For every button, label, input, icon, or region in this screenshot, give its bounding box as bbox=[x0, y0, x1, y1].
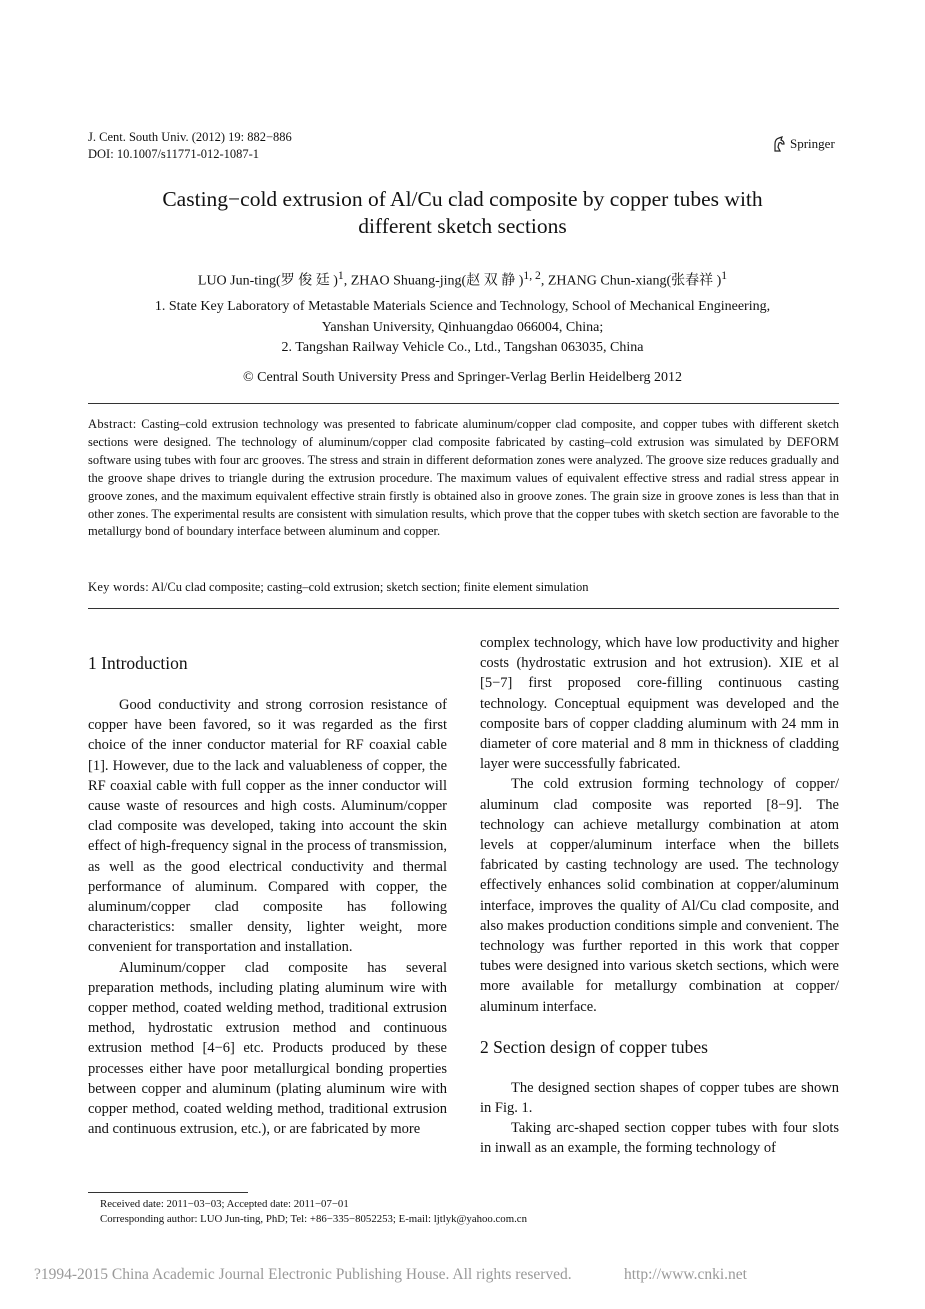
doi-line: DOI: 10.1007/s11771-012-1087-1 bbox=[88, 147, 260, 161]
author-2-affil: 1, 2 bbox=[523, 269, 541, 282]
author-1: LUO Jun-ting(罗 俊 廷 ) bbox=[197, 273, 338, 289]
divider bbox=[88, 403, 839, 404]
author-sep: , bbox=[540, 273, 548, 289]
right-paragraph-3: The designed section shapes of copper tubes are shown in Fig. 1. bbox=[480, 1079, 839, 1117]
intro-paragraph-1: Good conductivity and strong corrosion resistance of copper have been favored, so it was regarded as the first choice of the inner conductor material for RF coaxial cable [1]. However, due to the lack and valuableness of copper, the RF coaxial cable with full copper as the inner conductor will cause waste of resources and high costs. Aluminum/copper clad composite was developed, taking into account the skin effect of high-frequency signal in the process of transmission, as well as the good electrical conductivity and thermal performance of aluminum. Compared with copper, the aluminum/copper clad composite has following characteristics: smaller density, lighter weight, more convenient for transportation and installation. bbox=[88, 697, 447, 956]
author-list bbox=[60, 266, 865, 292]
abstract bbox=[88, 416, 839, 541]
affiliation-line-1: 1. State Key Laboratory of Metastable Materials Science and Technology, School of Mechanical Engineering, bbox=[154, 299, 771, 314]
left-column bbox=[88, 652, 447, 1139]
right-paragraph-1: complex technology, which have low productivity and higher costs (hydrostatic extrusion and hot extrusion). XIE et al [5−7] first proposed core-filling continuous casting technology. Conceptual equipment was developed and the composite bars of copper cladding aluminum with 24 mm in diameter of core material and 8 mm in thickness of cladding layer were successfully fabricated. bbox=[480, 635, 839, 773]
right-paragraph-2: The cold extrusion forming technology of copper/ aluminum clad composite was reported [8−9]. The technology can achieve metallurgy combination at atom levels at copper/aluminum interface when the billets fabricated by casting technology are used. The technology effectively enhances solid combination at copper/aluminum interface, improves the quality of Al/Cu clad composite, and also makes production conditions simple and convenient. The technology was further reported in this work that copper tubes were designed into various sketch sections, which were more available for metallurgy combination at copper/ aluminum interface. bbox=[480, 776, 839, 1015]
footnote-rule bbox=[88, 1192, 248, 1193]
author-1-affil: 1 bbox=[337, 269, 344, 282]
section-heading-introduction: 1 Introduction bbox=[88, 653, 188, 673]
right-column bbox=[480, 633, 839, 1159]
title-line-2: different sketch sections bbox=[358, 214, 567, 238]
right-paragraph-4: Taking arc-shaped section copper tubes with four slots in inwall as an example, the forming technology of bbox=[480, 1120, 839, 1157]
footnote-corresponding: Corresponding author: LUO Jun-ting, PhD; Tel: +86−335−8052253; E-mail: ljtlyk@yahoo.com.cn bbox=[100, 1213, 527, 1225]
intro-paragraph-2: Aluminum/copper clad composite has several preparation methods, including plating aluminum wire with copper method, coated welding method, traditional extrusion method, hydrostatic extrusion method and continuous extrusion method [4−6] etc. Products produced by these processes either have poor metallurgical bonding properties between copper and aluminum (plating aluminum wire with copper method, coated welding method, traditional extrusion and continuous extrusion, etc.), or are fabricated by more bbox=[88, 959, 447, 1138]
author-3-affil: 1 bbox=[721, 269, 728, 282]
author-3: ZHANG Chun-xiang(张春祥 ) bbox=[547, 273, 722, 289]
abstract-label: Abstract: bbox=[88, 417, 137, 431]
author-2: ZHAO Shuang-jing(赵 双 静 ) bbox=[350, 273, 524, 289]
keywords bbox=[88, 578, 839, 596]
affiliation-line-3: 2. Tangshan Railway Vehicle Co., Ltd., Tangshan 063035, China bbox=[281, 340, 644, 355]
author-sep: , bbox=[343, 273, 351, 289]
watermark-copyright: ?1994-2015 China Academic Journal Electronic Publishing House. All rights reserved. bbox=[34, 1266, 572, 1283]
affiliation-line-2: Yanshan University, Qinhuangdao 066004, China; bbox=[321, 319, 604, 335]
watermark-url[interactable]: http://www.cnki.net bbox=[624, 1266, 747, 1283]
springer-horse-icon bbox=[772, 136, 786, 152]
affiliations bbox=[90, 297, 835, 359]
paper-title bbox=[60, 186, 865, 240]
section-heading-2: 2 Section design of copper tubes bbox=[480, 1036, 708, 1057]
publisher-logo bbox=[772, 136, 835, 152]
keywords-label: Key words: bbox=[88, 580, 149, 594]
divider bbox=[88, 608, 839, 609]
title-line-1: Casting−cold extrusion of Al/Cu clad composite by copper tubes with bbox=[162, 187, 763, 211]
footnote-received: Received date: 2011−03−03; Accepted date: 2011−07−01 bbox=[100, 1198, 349, 1210]
journal-citation: J. Cent. South Univ. (2012) 19: 882−886 bbox=[88, 130, 292, 144]
keywords-text: Al/Cu clad composite; casting–cold extrusion; sketch section; finite element simulation bbox=[151, 580, 589, 594]
publisher-name: Springer bbox=[790, 136, 835, 151]
abstract-text: Casting–cold extrusion technology was presented to fabricate aluminum/copper clad composite, and copper tubes with different sketch sections were designed. The technology of aluminum/copper clad composite fabricated by casting–cold extrusion was simulated by DEFORM software using tubes with four arc grooves. The stress and strain in different deformation zones were analyzed. The groove size reduces gradually and the groove shape drives to triangle during the extrusion procedure. The maximum values of equivalent effective stress and radial stress appear in groove zones, and the maximum equivalent effective strain firstly is obtained also in groove zones. The grain size in groove zones is less than that in other zones. The experimental results are consistent with simulation results, which prove that the copper tubes with sketch section are favorable to the metallurgy bond of boundary interface between aluminum and copper. bbox=[88, 417, 840, 539]
copyright-line: © Central South University Press and Springer-Verlag Berlin Heidelberg 2012 bbox=[243, 370, 682, 385]
